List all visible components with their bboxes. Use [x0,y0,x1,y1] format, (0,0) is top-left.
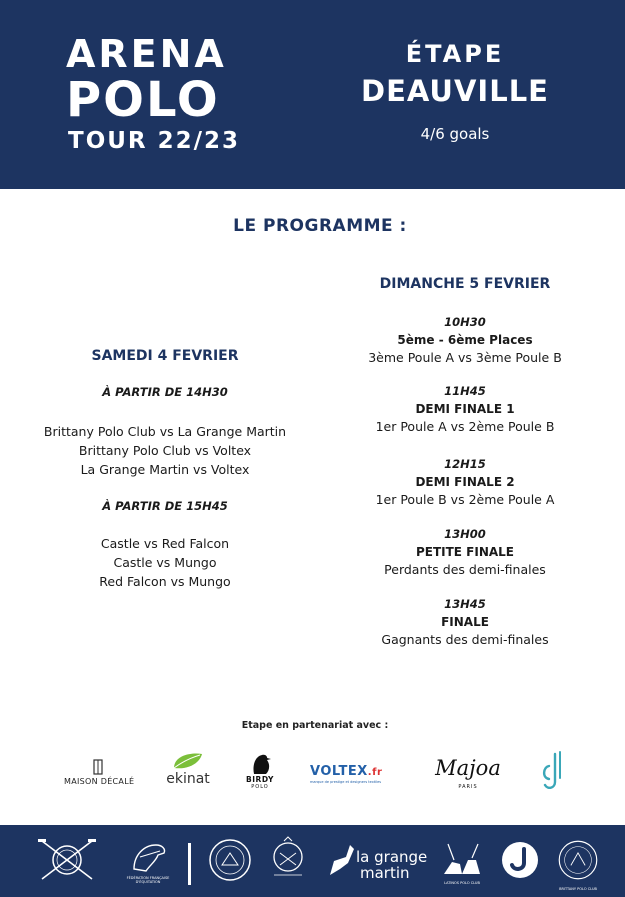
logo-line-polo: POLO [66,72,220,128]
circle-badge-icon [206,835,254,885]
brittany-polo-club-icon [554,835,602,885]
voltex-suffix: .fr [367,767,383,778]
session-time: À PARTIR DE 15H45 [102,499,228,513]
block-time: 11H45 [444,384,486,398]
match-line: Castle vs Mungo [113,555,217,570]
voltex-text: VOLTEX [310,764,368,779]
maison-decale-logo [64,748,134,796]
polo-players-icon [440,835,484,885]
latinos-text: LATINOS POLO CLUB [444,881,480,885]
voltex-wordmark [310,764,382,779]
block-desc: 1er Poule B vs 2ème Poule A [375,492,555,507]
header-banner [0,0,625,189]
horse-rider-icon [326,835,356,885]
brittany-text: BRITTANY POLO CLUB [559,887,597,891]
crest-icon [266,835,310,885]
block-desc: Perdants des demi-finales [384,562,546,577]
block-desc: 3ème Poule A vs 3ème Poule B [368,350,562,365]
etape-label: ÉTAPE [405,40,505,68]
polo-federation-icon [36,835,98,885]
majoa-sub: PARIS [458,784,478,790]
dj-logo [538,748,568,796]
match-line: La Grange Martin vs Voltex [80,462,250,477]
majoa-logo [430,748,506,796]
voltex-logo [310,748,400,796]
etape-city: DEAUVILLE [361,74,549,108]
block-name: 5ème - 6ème Places [397,333,533,347]
sunday-block-3 [330,455,600,509]
block-time: 13H45 [444,597,486,611]
majoa-text: Majoa [435,756,501,780]
block-time: 10H30 [444,315,486,329]
sunday-block-2 [330,382,600,436]
lgm-line2: martin [360,864,410,882]
logo-line-arena: ARENA [66,32,227,76]
block-name: FINALE [441,615,489,629]
circular-j-icon [498,835,542,885]
block-name: DEMI FINALE 1 [415,402,515,416]
sunday-block-4 [330,525,600,579]
saturday-day-label: SAMEDI 4 FEVRIER [91,348,239,364]
sunday-day-label: DIMANCHE 5 FEVRIER [379,276,551,292]
la-grange-martin-logo [356,849,427,881]
sunday-block-1 [330,313,600,367]
birdy-polo-text: POLO [251,784,269,790]
partners-title: Etape en partenariat avec : [241,720,389,731]
sunday-block-5 [330,595,600,649]
saturday-session-2-matches [25,534,305,591]
lgm-line1: la grange [356,848,428,866]
divider [188,843,191,885]
match-line: Brittany Polo Club vs La Grange Martin [43,424,287,439]
logo-line-tour: TOUR 22/23 [68,128,241,154]
match-line: Castle vs Red Falcon [100,536,230,551]
session-time: À PARTIR DE 14H30 [102,385,228,399]
sunday-day [330,276,600,292]
ekinat-text: ekinat [166,771,210,787]
ekinat-logo [160,748,216,796]
match-line: Red Falcon vs Mungo [99,574,231,589]
birdy-polo-logo [240,748,280,796]
ffe-text: FÉDÉRATION FRANÇAISE D'ÉQUITATION [126,876,170,884]
saturday-session-1-time [25,385,305,399]
goals-level: 4/6 goals [420,125,490,143]
saturday-day [25,348,305,364]
block-time: 13H00 [444,527,486,541]
saturday-session-1-matches [25,422,305,479]
block-name: DEMI FINALE 2 [415,475,515,489]
match-line: Brittany Polo Club vs Voltex [78,443,252,458]
block-time: 12H15 [444,457,486,471]
birdy-text: BIRDY [246,775,274,784]
bird-icon [240,748,280,776]
maison-decale-text: MAISON DÉCALÉ [64,777,135,786]
block-name: PETITE FINALE [415,545,515,559]
block-desc: Gagnants des demi-finales [381,632,549,647]
voltex-tagline: marque de prestige et designers textiles [310,780,382,784]
programme-title: LE PROGRAMME : [233,216,407,236]
leaf-icon [160,748,216,772]
saturday-session-2-time [25,499,305,513]
dj-icon [538,748,568,792]
footer-banner [0,825,625,897]
block-desc: 1er Poule A vs 2ème Poule B [375,419,555,434]
